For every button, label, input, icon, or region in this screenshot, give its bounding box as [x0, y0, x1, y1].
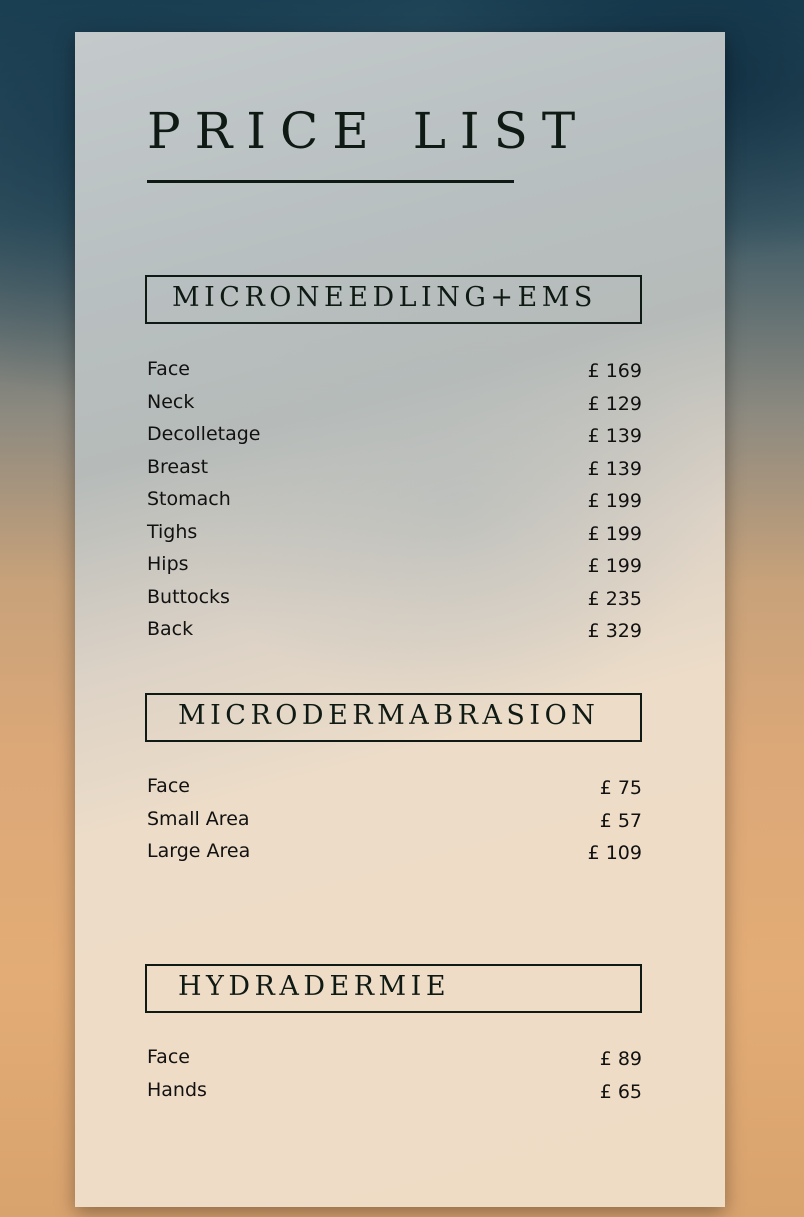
price-row — [147, 423, 642, 456]
price-row — [147, 775, 642, 808]
treatment-name: Face — [147, 1046, 190, 1068]
section-header-microneedling — [145, 275, 642, 324]
treatment-name: Small Area — [147, 807, 250, 830]
section-heading: MICRODERMABRASION — [178, 700, 600, 731]
treatment-name: Hands — [147, 1078, 207, 1101]
price-row — [147, 808, 642, 841]
price-row — [147, 553, 642, 586]
treatment-price: £ 169 — [587, 360, 642, 382]
price-row — [147, 840, 642, 873]
section-header-microdermabrasion — [145, 693, 642, 742]
section-items-microdermabrasion — [147, 775, 642, 873]
treatment-price: £ 109 — [587, 842, 642, 864]
title-underline — [147, 180, 514, 183]
price-row — [147, 1046, 642, 1079]
treatment-name: Face — [147, 358, 190, 380]
treatment-name: Breast — [147, 455, 209, 478]
price-row — [147, 1079, 642, 1112]
price-row — [147, 618, 642, 651]
treatment-price: £ 235 — [587, 587, 642, 610]
treatment-price: £ 199 — [587, 522, 642, 545]
treatment-name: Neck — [147, 390, 195, 413]
price-row — [147, 586, 642, 619]
treatment-price: £ 57 — [599, 809, 642, 832]
treatment-price: £ 89 — [599, 1048, 642, 1070]
price-row — [147, 358, 642, 391]
treatment-price: £ 75 — [599, 777, 642, 799]
treatment-name: Decolletage — [147, 423, 261, 445]
price-row — [147, 456, 642, 489]
section-heading: MICRONEEDLING+EMS — [172, 282, 597, 313]
treatment-name: Back — [147, 618, 194, 640]
treatment-price: £ 199 — [587, 490, 642, 512]
price-row — [147, 391, 642, 424]
price-row — [147, 488, 642, 521]
treatment-price: £ 329 — [587, 620, 642, 642]
section-heading: HYDRADERMIE — [178, 971, 451, 1002]
treatment-name: Hips — [147, 553, 189, 575]
section-items-hydradermie — [147, 1046, 642, 1111]
treatment-name: Buttocks — [147, 585, 230, 608]
treatment-price: £ 199 — [587, 555, 642, 577]
page-title: PRICE LIST — [147, 102, 590, 160]
treatment-name: Large Area — [147, 840, 251, 862]
price-row — [147, 521, 642, 554]
treatment-price: £ 139 — [587, 457, 642, 480]
section-header-hydradermie — [145, 964, 642, 1013]
treatment-name: Face — [147, 775, 190, 797]
section-items-microneedling — [147, 358, 642, 651]
price-list-card — [75, 32, 725, 1207]
treatment-name: Stomach — [147, 488, 231, 510]
treatment-name: Tighs — [147, 520, 198, 543]
treatment-price: £ 65 — [599, 1080, 642, 1103]
treatment-price: £ 139 — [587, 425, 642, 447]
treatment-price: £ 129 — [587, 392, 642, 415]
